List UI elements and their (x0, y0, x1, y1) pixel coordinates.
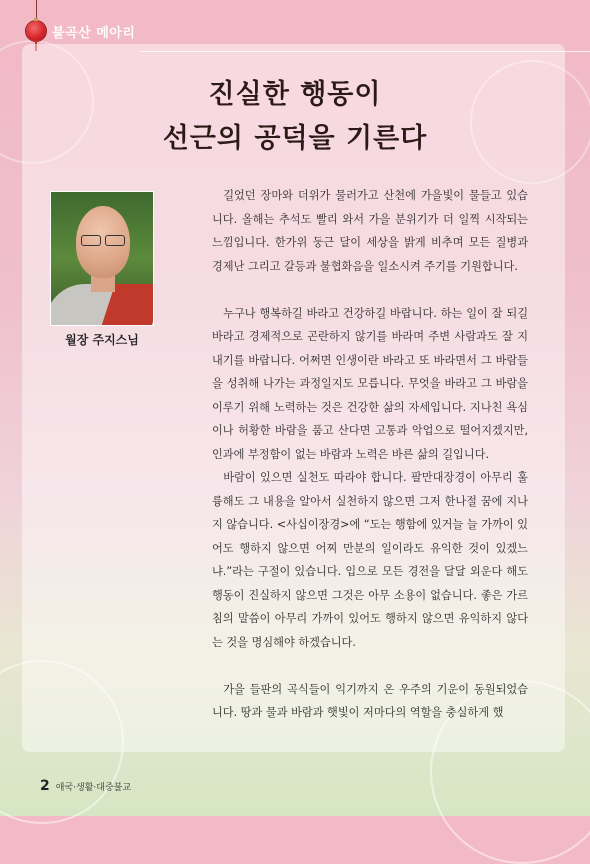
glasses-icon (81, 235, 125, 245)
photo-caption: 월장 주지스님 (65, 333, 139, 347)
footer-tagline: 애국·생활·대중불교 (55, 783, 132, 793)
article-body (212, 184, 528, 725)
body-paragraph: 가을 들판의 곡식들이 익기까지 온 우주의 기운이 동원되었습니다. 땅과 물과 바람과 햇빛이 저마다의 역할을 충실하게 했 (212, 682, 528, 719)
section-label: 불곡산 메아리 (52, 26, 136, 41)
article-title-line1: 진실한 행동이 (208, 79, 382, 110)
page-number: 2 (40, 778, 50, 794)
body-paragraph: 길었던 장마와 더위가 물러가고 산천에 가을빛이 물들고 있습니다. 올해는 추석도 빨리 와서 가을 분위기가 더 일찍 시작되는 느낌입니다. 한가위 둥근 달이 세상을 밝게 비추며 모든 질병과 경제난 그리고 갈등과 불협화음을 일소시켜 주기를 기원합니다. (212, 189, 528, 273)
lantern-icon (26, 21, 46, 41)
article-title-line2: 선근의 공덕을 기른다 (162, 123, 428, 154)
portrait-photo (50, 191, 154, 326)
body-paragraph: 누구나 행복하길 바라고 건강하길 바랍니다. 하는 일이 잘 되길 바라고 경제적으로 곤란하지 않기를 바라며 주변 사람과도 잘 지내기를 바랍니다. 어쩌면 인생이란 바라고 또 바라면서 그 바람들을 성취해 나가는 과정일지도 모릅니다. 무엇을 바라고 그 바람을 이루기 위해 노력하는 것은 건강한 삶의 자세입니다. 지나친 욕심이나 허황한 바람을 품고 산다면 고통과 악업으로 떨어지겠지만, 인과에 부정함이 없는 바람과 노력은 바른 삶의 길입니다. (212, 306, 528, 461)
body-paragraph: 바람이 있으면 실천도 따라야 합니다. 팔만대장경이 아무리 훌륭해도 그 내용을 알아서 실천하지 않으면 그저 한나절 꿈에 지나지 않습니다. <사십이장경>에 “도는 행함에 있거늘 늘 가까이 있어도 행하지 않으면 어찌 만분의 일이라도 유익한 것이 있겠느냐.”라는 구절이 있습니다. 입으로 모든 경전을 달달 외운다 해도 행동이 진실하지 않으면 그것은 아무 소용이 없습니다. 좋은 가르침의 말씀이 아무리 가까이 있어도 행하지 않으면 유익하지 않다는 것을 명심해야 하겠습니다. (212, 471, 528, 649)
page-footer (40, 778, 131, 794)
